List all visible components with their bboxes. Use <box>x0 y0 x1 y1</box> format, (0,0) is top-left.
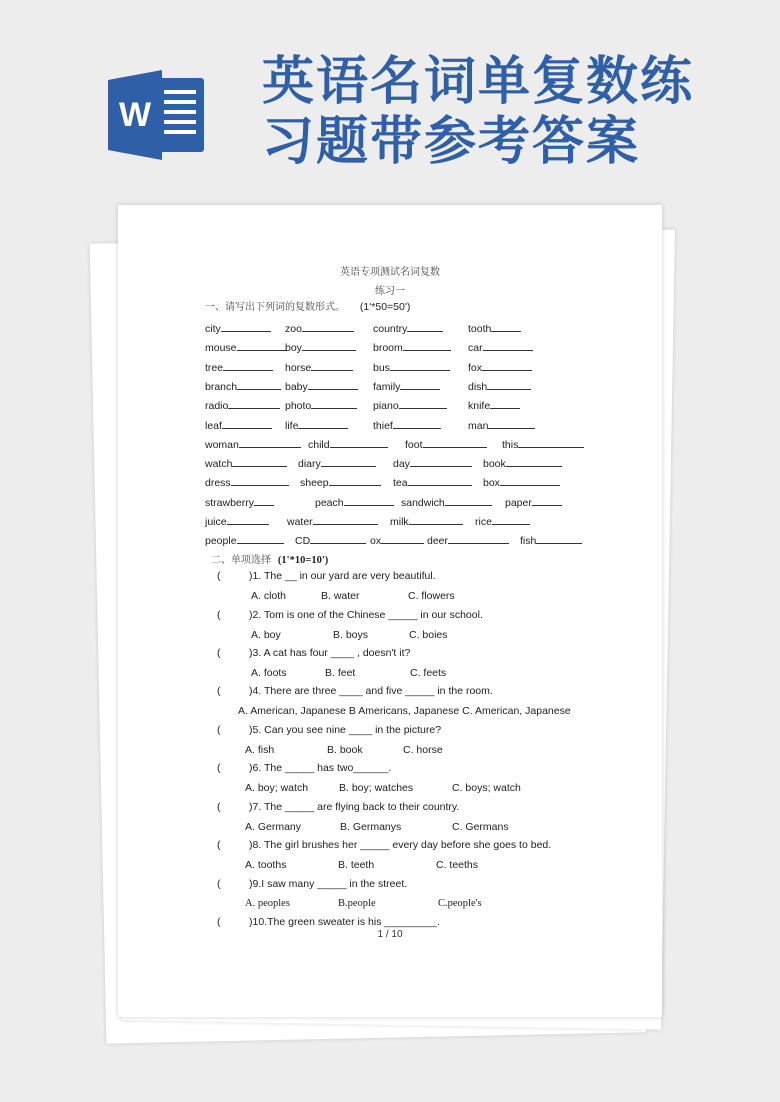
answer-paren[interactable]: ( <box>217 647 221 659</box>
word-label: rice <box>475 516 492 528</box>
section1-label: 一、请写出下列词的复数形式。 <box>205 302 345 313</box>
document-title: 英语专项测试名词复数 <box>340 267 440 278</box>
word-label: CD <box>295 535 311 548</box>
word-item <box>205 533 284 547</box>
answer-blank[interactable] <box>403 340 451 351</box>
question-option: B.people <box>338 898 376 909</box>
word-item <box>468 321 521 335</box>
word-label: branch <box>205 380 238 393</box>
word-item <box>373 379 440 393</box>
word-item <box>205 495 274 509</box>
word-item <box>285 321 354 335</box>
word-item <box>390 514 463 528</box>
question <box>217 609 483 621</box>
answer-blank[interactable] <box>231 475 289 486</box>
word-label: this <box>502 438 519 451</box>
question-option: A. American, Japanese B Americans, Japanese C. American, Japanese <box>238 705 571 717</box>
answer-blank[interactable] <box>239 437 301 448</box>
question-text: )8. The girl brushes her _____ every day before she goes to bed. <box>249 839 552 851</box>
question <box>217 801 459 813</box>
question-option: C.people's <box>438 898 482 909</box>
question-option: C. boys; watch <box>452 782 521 794</box>
word-item <box>205 340 287 354</box>
svg-text:W: W <box>118 96 152 134</box>
word-label: life <box>285 419 299 432</box>
answer-blank[interactable] <box>490 398 520 409</box>
word-item <box>475 514 530 528</box>
answer-blank[interactable] <box>227 514 269 525</box>
word-item <box>370 533 424 547</box>
word-label: juice <box>205 516 227 528</box>
answer-blank[interactable] <box>254 495 274 506</box>
word-item <box>285 398 357 412</box>
section1-score: (1'*50=50') <box>359 301 411 313</box>
document-page <box>118 205 662 1017</box>
answer-blank[interactable] <box>390 360 450 371</box>
question <box>217 647 410 659</box>
word-label: box <box>483 477 500 490</box>
answer-blank[interactable] <box>482 360 532 371</box>
word-item <box>468 398 520 412</box>
answer-blank[interactable] <box>237 340 287 351</box>
question-option: C. feets <box>410 667 447 679</box>
word-label: book <box>483 458 506 471</box>
document-subtitle: 练习一 <box>375 286 405 297</box>
answer-blank[interactable] <box>409 514 463 525</box>
section1-heading <box>205 298 410 313</box>
word-label: ox <box>370 535 382 548</box>
question-option: B. boy; watches <box>339 782 414 794</box>
answer-blank[interactable] <box>400 379 440 390</box>
word-item <box>308 437 388 451</box>
answer-paren[interactable]: ( <box>217 570 221 582</box>
question-text: )4. There are three ____ and five _____ in the room. <box>249 685 493 697</box>
word-item <box>300 475 381 489</box>
question <box>217 685 493 697</box>
question-option: B. Germanys <box>340 821 402 833</box>
word-item <box>373 321 443 335</box>
question-text: )3. A cat has four ____ , doesn't it? <box>249 647 411 659</box>
answer-paren[interactable]: ( <box>217 878 221 890</box>
answer-blank[interactable] <box>408 475 472 486</box>
answer-blank[interactable] <box>344 495 394 506</box>
word-item <box>205 456 287 470</box>
answer-blank[interactable] <box>500 475 560 486</box>
question-option: C. boies <box>409 629 448 641</box>
answer-blank[interactable] <box>302 340 356 351</box>
answer-blank[interactable] <box>237 379 281 390</box>
word-item <box>483 475 560 489</box>
word-label: baby <box>285 380 308 393</box>
question-option: A. peoples <box>245 898 290 909</box>
word-label: sandwich <box>401 496 445 509</box>
word-item <box>520 533 582 547</box>
question <box>217 570 436 582</box>
word-label: thief <box>373 419 393 432</box>
question-text: )9.I saw many _____ in the street. <box>249 878 408 890</box>
word-label: child <box>308 438 330 451</box>
word-label: paper <box>505 496 532 509</box>
word-item <box>393 475 472 489</box>
word-item <box>285 418 348 432</box>
question-option: A. boy; watch <box>245 782 309 794</box>
word-item <box>205 398 280 412</box>
word-label: peach <box>315 496 344 509</box>
question <box>217 916 440 928</box>
question-option: B. water <box>321 590 360 602</box>
answer-blank[interactable] <box>448 533 509 544</box>
word-label: knife <box>468 400 491 413</box>
answer-blank[interactable] <box>223 360 273 371</box>
section2-score: (1'*10=10') <box>277 555 329 566</box>
answer-blank[interactable] <box>488 418 535 429</box>
word-label: day <box>393 458 410 471</box>
question-option: B. feet <box>325 667 356 679</box>
answer-blank[interactable] <box>298 418 348 429</box>
word-item <box>285 379 358 393</box>
word-label: country <box>373 323 408 335</box>
answer-blank[interactable] <box>302 321 354 332</box>
question-option: C. teeths <box>436 859 479 871</box>
word-icon <box>108 70 208 160</box>
word-label: family <box>373 380 401 393</box>
word-item <box>483 456 562 470</box>
answer-paren[interactable]: ( <box>217 609 221 621</box>
word-label: piano <box>373 400 399 413</box>
question-text: )1. The __ in our yard are very beautiful. <box>249 570 436 582</box>
word-item <box>373 340 451 354</box>
answer-paren[interactable]: ( <box>217 724 221 736</box>
answer-blank[interactable] <box>487 379 531 390</box>
question-option: A. boy <box>251 629 281 641</box>
answer-blank[interactable] <box>321 456 376 467</box>
word-label: watch <box>205 458 233 471</box>
question <box>217 878 407 890</box>
answer-blank[interactable] <box>483 340 533 351</box>
section2-heading <box>211 551 328 566</box>
word-item <box>295 533 366 547</box>
word-label: city <box>205 323 221 335</box>
answer-blank[interactable] <box>393 418 441 429</box>
word-label: dress <box>205 477 231 490</box>
word-item <box>373 418 441 432</box>
word-item <box>373 360 450 374</box>
answer-paren[interactable]: ( <box>217 685 221 697</box>
answer-blank[interactable] <box>381 533 424 544</box>
answer-blank[interactable] <box>407 321 443 332</box>
answer-blank[interactable] <box>445 495 492 506</box>
word-label: photo <box>285 400 312 413</box>
word-label: mouse <box>205 342 237 355</box>
question <box>217 839 551 851</box>
word-label: milk <box>390 516 409 528</box>
word-item <box>502 437 584 451</box>
word-item <box>373 398 447 412</box>
word-label: zoo <box>285 323 302 335</box>
question-option: A. cloth <box>251 590 287 602</box>
page-number: 1 / 10 <box>377 929 403 940</box>
question-text: )5. Can you see nine ____ in the picture? <box>249 724 442 736</box>
word-item <box>427 533 509 547</box>
word-label: fish <box>520 535 537 548</box>
answer-blank[interactable] <box>228 398 280 409</box>
question-option: B. boys <box>333 629 369 641</box>
question-text: )6. The _____ has two______. <box>249 762 392 774</box>
answer-blank[interactable] <box>232 456 287 467</box>
question-text: )10.The green sweater is his _________. <box>249 916 440 928</box>
question-option: A. tooths <box>245 859 287 871</box>
word-item <box>285 360 353 374</box>
answer-blank[interactable] <box>518 437 584 448</box>
word-item <box>468 360 532 374</box>
word-label: tree <box>205 361 224 374</box>
word-item <box>205 418 272 432</box>
word-item <box>468 418 535 432</box>
question-option: A. foots <box>251 667 287 679</box>
answer-blank[interactable] <box>313 514 378 525</box>
answer-blank[interactable] <box>506 456 562 467</box>
answer-paren[interactable]: ( <box>217 762 221 774</box>
section2-label: 二、单项选择 <box>211 555 271 566</box>
word-label: fox <box>468 361 483 374</box>
answer-blank[interactable] <box>532 495 562 506</box>
word-item <box>205 321 271 335</box>
question <box>217 762 391 774</box>
question-text: )7. The _____ are flying back to their country. <box>249 801 460 813</box>
word-item <box>205 475 289 489</box>
word-item <box>205 437 301 451</box>
word-label: woman <box>205 438 239 451</box>
word-label: boy <box>285 342 302 355</box>
word-label: leaf <box>205 419 222 432</box>
answer-blank[interactable] <box>222 418 272 429</box>
word-label: horse <box>285 361 312 374</box>
word-label: man <box>468 419 489 432</box>
question-option: A. fish <box>245 744 275 756</box>
word-label: radio <box>205 400 229 413</box>
question-text: )2. Tom is one of the Chinese _____ in our school. <box>249 609 483 621</box>
word-item <box>205 379 281 393</box>
answer-paren[interactable]: ( <box>217 916 221 928</box>
question-option: B. book <box>327 744 363 756</box>
word-label: foot <box>405 438 423 451</box>
answer-blank[interactable] <box>492 514 530 525</box>
word-item <box>401 495 492 509</box>
word-item <box>393 456 472 470</box>
answer-blank[interactable] <box>237 533 284 544</box>
word-label: diary <box>298 458 321 471</box>
answer-paren[interactable]: ( <box>217 839 221 851</box>
banner-title-line2: 习题带参考答案 <box>262 112 641 172</box>
answer-blank[interactable] <box>310 533 366 544</box>
word-label: sheep <box>300 477 329 490</box>
answer-blank[interactable] <box>308 379 358 390</box>
answer-blank[interactable] <box>330 437 388 448</box>
answer-blank[interactable] <box>491 321 521 332</box>
word-item <box>285 340 356 354</box>
answer-blank[interactable] <box>423 437 487 448</box>
answer-blank[interactable] <box>311 398 357 409</box>
question-option: C. Germans <box>452 821 509 833</box>
question-option: C. flowers <box>408 590 455 602</box>
word-label: deer <box>427 535 449 548</box>
word-item <box>298 456 376 470</box>
answer-blank[interactable] <box>221 321 271 332</box>
answer-blank[interactable] <box>329 475 381 486</box>
question-option: A. Germany <box>245 821 302 833</box>
answer-blank[interactable] <box>410 456 472 467</box>
word-label: bus <box>373 361 390 374</box>
word-label: tooth <box>468 323 492 335</box>
word-item <box>405 437 487 451</box>
answer-blank[interactable] <box>399 398 447 409</box>
answer-paren[interactable]: ( <box>217 801 221 813</box>
word-label: people <box>205 535 237 548</box>
question-option: B. teeth <box>338 859 375 871</box>
word-label: dish <box>468 380 488 393</box>
question <box>217 724 441 736</box>
answer-blank[interactable] <box>311 360 353 371</box>
word-label: strawberry <box>205 496 255 509</box>
word-item <box>205 514 269 528</box>
question-option: C. horse <box>403 744 443 756</box>
banner-title-line1: 英语名词单复数练 <box>262 52 695 112</box>
word-label: water <box>287 516 313 528</box>
word-item <box>505 495 562 509</box>
word-label: car <box>468 342 483 355</box>
answer-blank[interactable] <box>536 533 582 544</box>
word-item <box>315 495 394 509</box>
banner-title <box>262 52 694 172</box>
word-item <box>287 514 378 528</box>
word-item <box>468 340 533 354</box>
word-label: broom <box>373 342 403 355</box>
word-item <box>205 360 273 374</box>
word-item <box>468 379 531 393</box>
word-label: tea <box>393 477 408 490</box>
